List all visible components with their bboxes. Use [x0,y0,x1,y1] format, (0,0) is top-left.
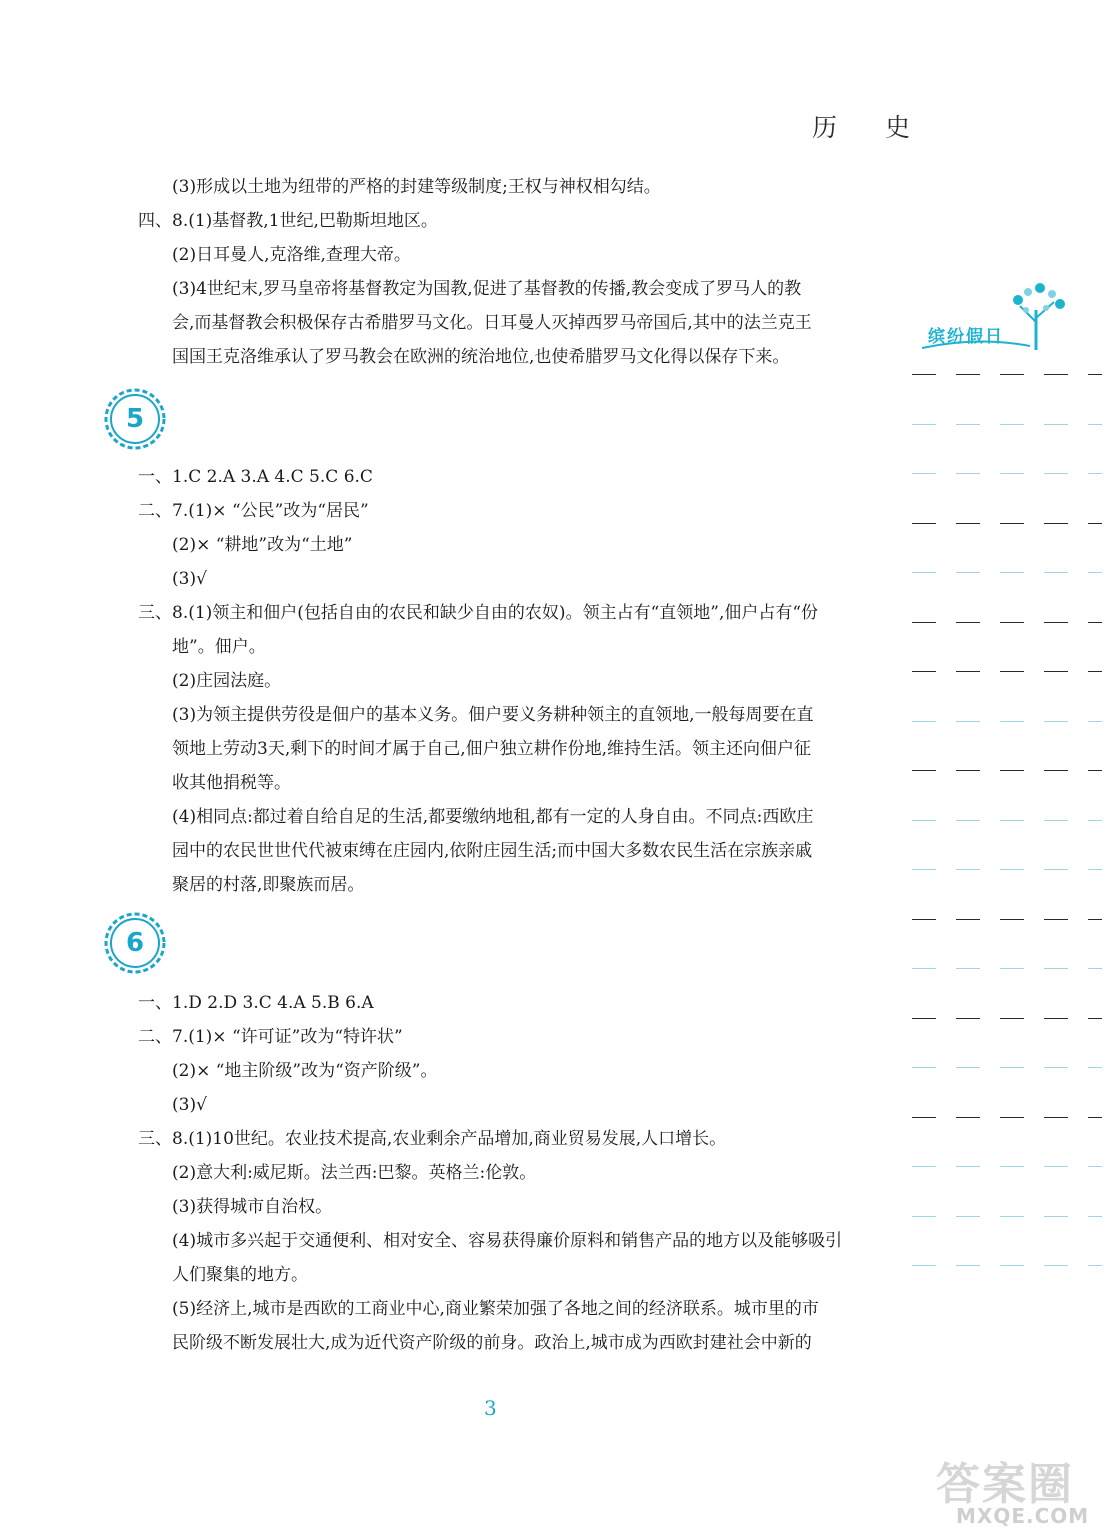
text-line: (3)√ [172,569,207,589]
dash-row [912,523,1102,573]
lesson-6-badge [104,912,166,974]
text-line: 一、1.D 2.D 3.C 4.A 5.B 6.A [138,993,374,1013]
text-line: (3)√ [172,1095,207,1115]
dash-row [912,1067,1102,1117]
text-line: 国国王克洛维承认了罗马教会在欧洲的统治地位,也使希腊罗马文化得以保存下来。 [172,347,790,367]
lesson-5-number: 5 [125,404,145,434]
dash-row [912,820,1102,870]
text-line: 人们聚集的地方。 [172,1265,308,1285]
dash-row [912,1166,1102,1216]
dash-row [912,919,1102,969]
text-line: (3)为领主提供劳役是佃户的基本义务。佃户要义务耕种领主的直领地,一般每周要在直 [172,705,814,725]
dash-row [912,1216,1102,1266]
lesson-6-number: 6 [125,928,145,958]
sidebar-logo [918,282,1068,354]
text-line: 收其他捐税等。 [172,773,291,793]
page-number: 3 [484,1396,497,1420]
text-line: 聚居的村落,即聚族而居。 [172,875,365,895]
dash-row [912,572,1102,622]
lesson-5-badge [104,388,166,450]
dash-row [912,1018,1102,1068]
text-line: 二、7.(1)× “许可证”改为“特许状” [138,1027,403,1047]
dash-row [912,671,1102,721]
text-line: (3)4世纪末,罗马皇帝将基督教定为国教,促进了基督教的传播,教会变成了罗马人的教 [172,279,802,299]
watermark-text: 答案圈 [936,1459,1074,1510]
dash-row [912,968,1102,1018]
text-line: (3)形成以土地为纽带的严格的封建等级制度;王权与神权相勾结。 [172,177,661,197]
dash-row [912,374,1102,424]
dash-row [912,770,1102,820]
text-line: (2)意大利:威尼斯。法兰西:巴黎。英格兰:伦敦。 [172,1163,537,1183]
dash-row [912,473,1102,523]
text-line: 三、8.(1)领主和佃户(包括自由的农民和缺少自由的农奴)。领主占有“直领地”,佃户占有“份 [138,603,819,623]
section-top [138,170,888,374]
text-line: (2)日耳曼人,克洛维,查理大帝。 [172,245,411,265]
dash-row [912,1265,1102,1315]
notes-dash-grid [912,374,1102,1315]
text-line: (2)庄园法庭。 [172,671,282,691]
text-line: (2)× “耕地”改为“土地” [172,535,353,555]
text-line: 领地上劳动3天,剩下的时间才属于自己,佃户独立耕作份地,维持生活。领主还向佃户征 [172,739,812,759]
text-line: 四、8.(1)基督教,1世纪,巴勒斯坦地区。 [138,211,438,231]
dash-row [912,622,1102,672]
text-line: 二、7.(1)× “公民”改为“居民” [138,501,369,521]
sidebar-logo-text: 缤纷假日 [928,327,1004,347]
lesson-5-answers [138,460,888,902]
lesson-6-answers [138,986,888,1360]
text-line: (4)相同点:都过着自给自足的生活,都要缴纳地租,都有一定的人身自由。不同点:西欧庄 [172,807,814,827]
text-line: (5)经济上,城市是西欧的工商业中心,商业繁荣加强了各地之间的经济联系。城市里的市 [172,1299,819,1319]
subject-title: 历 史 [812,113,930,142]
text-line: (2)× “地主阶级”改为“资产阶级”。 [172,1061,438,1081]
text-line: 三、8.(1)10世纪。农业技术提高,农业剩余产品增加,商业贸易发展,人口增长。 [138,1129,727,1149]
text-line: 地”。佃户。 [172,637,266,657]
dash-row [912,1117,1102,1167]
dash-row [912,721,1102,771]
text-line: 会,而基督教会积极保存古希腊罗马文化。日耳曼人灭掉西罗马帝国后,其中的法兰克王 [172,313,812,333]
text-line: 民阶级不断发展壮大,成为近代资产阶级的前身。政治上,城市成为西欧封建社会中新的 [172,1333,812,1353]
text-line: 园中的农民世世代代被束缚在庄园内,依附庄园生活;而中国大多数农民生活在宗族亲戚 [172,841,813,861]
text-line: 一、1.C 2.A 3.A 4.C 5.C 6.C [138,467,373,487]
dash-row [912,869,1102,919]
text-line: (3)获得城市自治权。 [172,1197,333,1217]
dash-row [912,424,1102,474]
watermark-url: MXQE.COM [956,1504,1090,1528]
text-line: (4)城市多兴起于交通便利、相对安全、容易获得廉价原料和销售产品的地方以及能够吸引 [172,1231,843,1251]
watermark-logo [928,1448,1104,1528]
